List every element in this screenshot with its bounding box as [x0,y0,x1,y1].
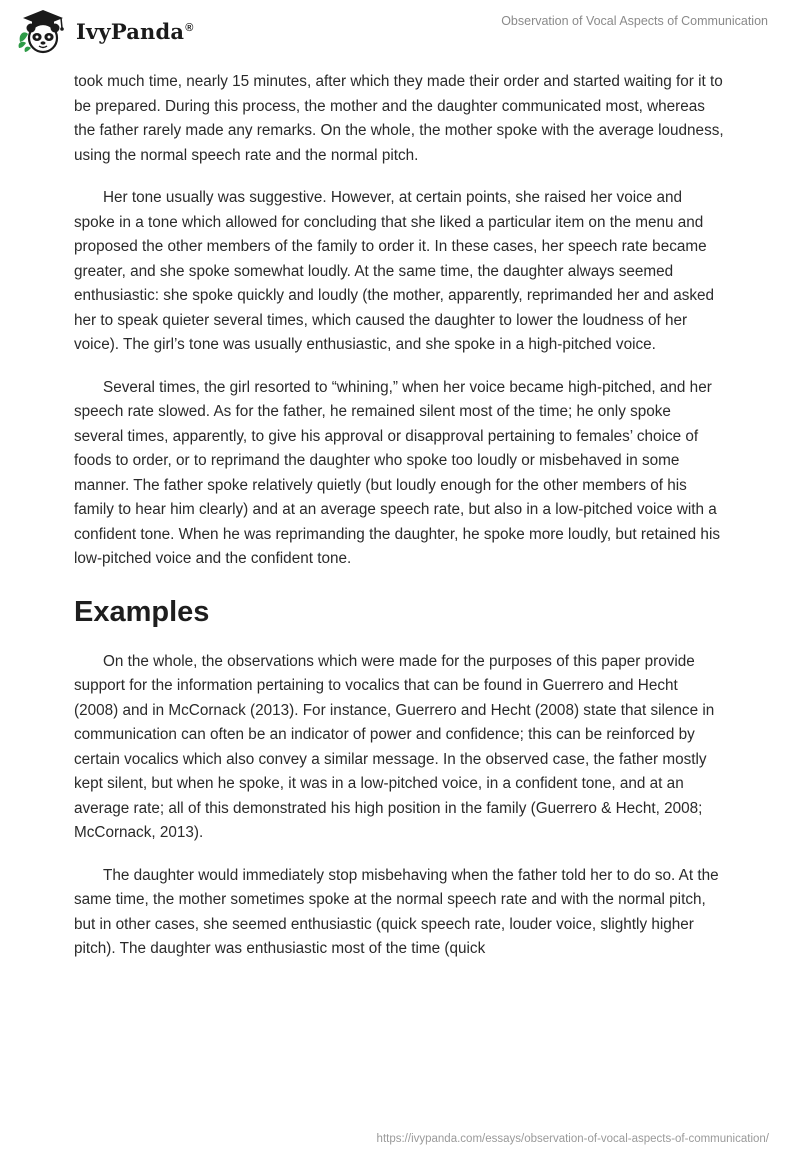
page-header [0,0,800,62]
essay-content [74,70,724,980]
source-url[interactable]: https://ivypanda.com/essays/observation-of-vocal-aspects-of-communication/ [376,1133,769,1145]
body-paragraph: Her tone usually was suggestive. However, at certain points, she raised her voice and spoke in a tone which allowed for concluding that she liked a particular item on the menu and proposed the other members of the family to order it. In these cases, her speech rate became greater, and she spoke somewhat loudly. At the same time, the daughter always seemed enthusiastic: she spoke quickly and loudly (the mother, apparently, reprimanded her and asked her to speak quieter several times, which caused the daughter to lower the loudness of her voice). The girl’s tone was usually enthusiastic, and she spoke in a high-pitched voice. [74,189,715,353]
panda-graduate-logo-icon [16,8,70,54]
document-title: Observation of Vocal Aspects of Communication [501,14,768,28]
section-heading-examples: Examples [74,595,210,628]
ivypanda-logo[interactable] [16,6,194,56]
body-paragraph: On the whole, the observations which were made for the purposes of this paper provide support for the information pertaining to vocalics that can be found in Guerrero and Hecht (2008) and in McCornack (2013). For instance, Guerrero and Hecht (2008) state that silence in communication can often be an indicator of power and confidence; this can be reinforced by certain vocalics which also convey a similar message. In the observed case, the father mostly kept silent, but when he spoke, it was in a low-pitched voice, in a confident tone, and at an average rate; all of this demonstrated his high position in the family (Guerrero & Hecht, 2008; McCornack, 2013). [74,652,715,841]
body-paragraph: The daughter would immediately stop misbehaving when the father told her to do so. At the same time, the mother sometimes spoke at the normal speech rate and with the normal pitch, but in other cases, she seemed enthusiastic (quick speech rate, louder voice, slightly higher pitch). The daughter was enthusiastic most of the time (quick [74,866,719,957]
brand-name: IvyPanda® [76,18,194,44]
body-paragraph: took much time, nearly 15 minutes, after which they made their order and started waiting for it to be prepared. During this process, the mother and the daughter communicated most, whereas the father rarely made any remarks. On the whole, the mother spoke with the average loudness, using the normal speech rate and the normal pitch. [74,73,724,164]
body-paragraph: Several times, the girl resorted to “whining,” when her voice became high-pitched, and her speech rate slowed. As for the father, he remained silent most of the time; he only spoke several times, apparently, to give his approval or disapproval pertaining to females’ choice of foods to order, or to reprimand the daughter who spoke too loudly or misbehaved in some manner. The father spoke relatively quietly (but loudly enough for the other members of his family to hear him clearly) and at an average speech rate, but also in a low-pitched voice with a confident tone. When he was reprimanding the daughter, he spoke more loudly, but retained his low-pitched voice and the confident tone. [74,378,720,567]
